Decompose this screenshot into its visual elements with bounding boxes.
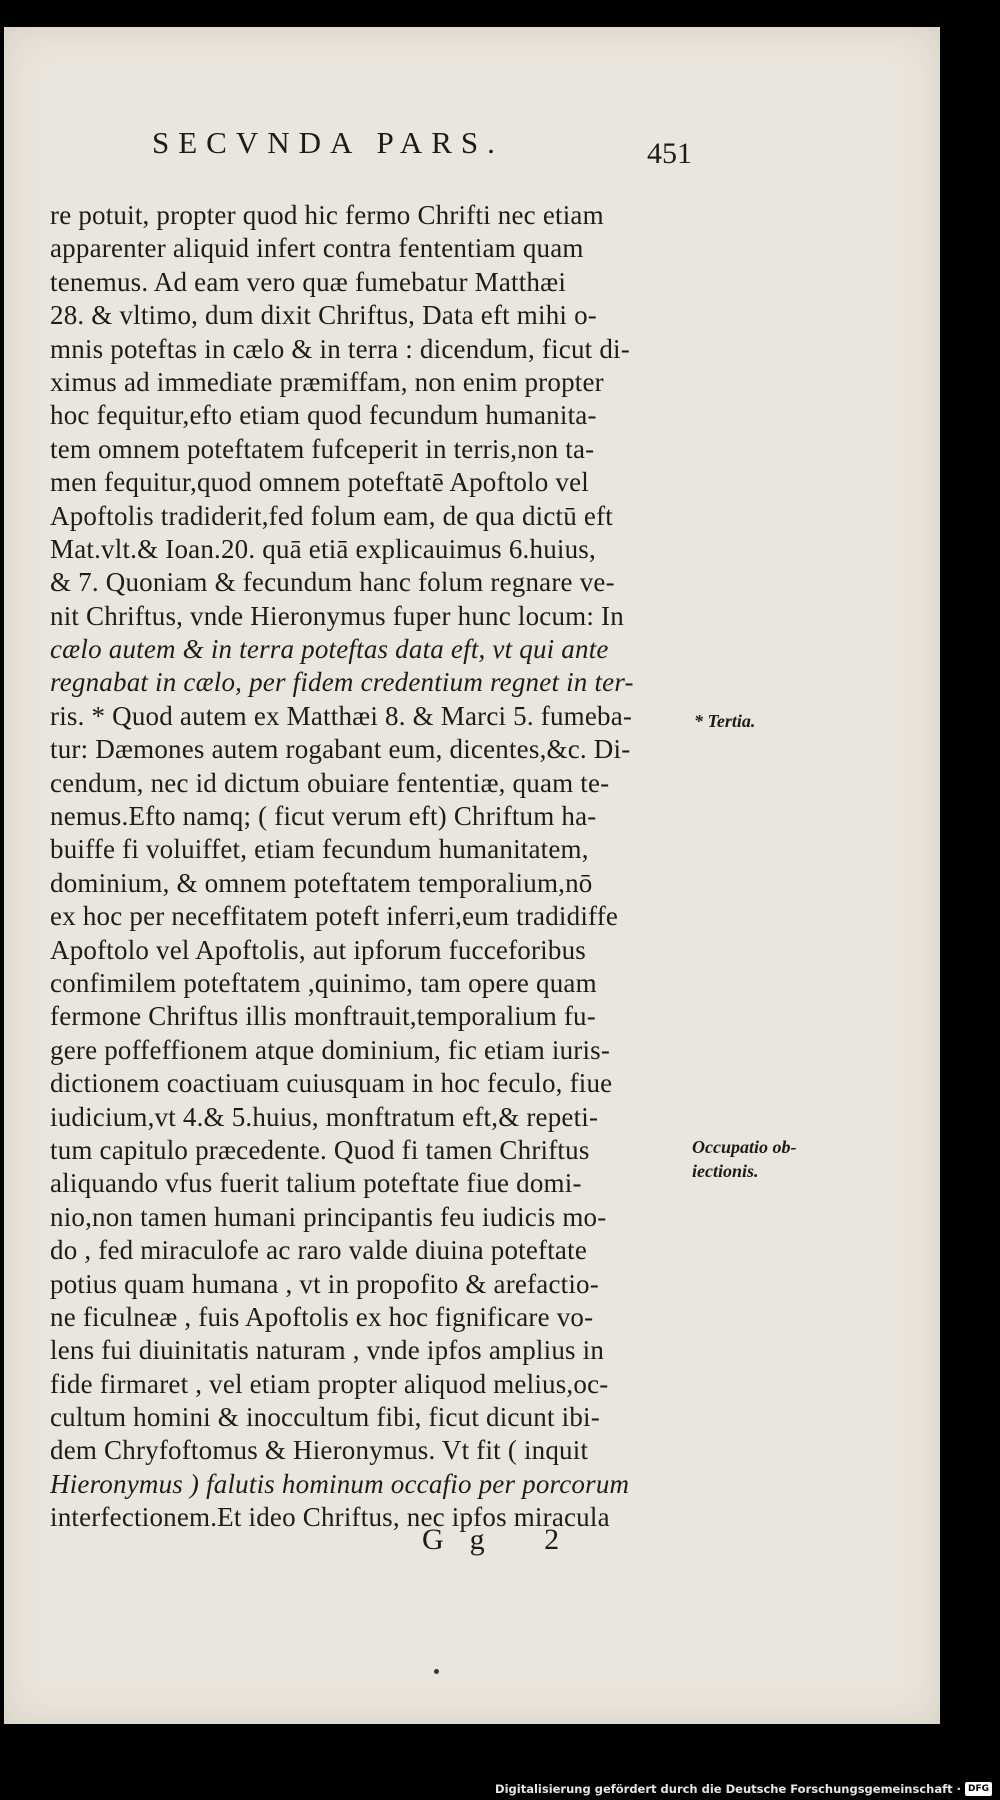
text-line: lens fui diuinitatis naturam , vnde ipfos amplius in [50,1335,605,1366]
footer-credit: Digitalisierung gefördert durch die Deutsche Forschungsgemeinschaft · [495,1782,961,1796]
signature-mark: Gg 2 [422,1523,586,1556]
text-line: cælo autem & in terra poteftas data eft, vt qui ante [50,634,609,665]
running-header: SECVNDA PARS. [152,125,504,160]
text-line: ne ficulneæ , fuis Apoftolis ex hoc fignificare vo- [50,1301,594,1332]
text-line: nemus.Efto namq; ( ficut verum eft) Chriftum ha- [50,801,597,832]
text-line: Apoftolis tradiderit,fed folum eam, de qua dictū eft [50,500,613,531]
text-line: re potuit, propter quod hic fermo Chrifti nec etiam [50,200,604,230]
marginal-note-occupatio: Occupatio ob- iectionis. [692,1137,797,1181]
dfg-logo: DFG [965,1782,992,1796]
text-line: Apoftolo vel Apoftolis, aut ipforum fucceforibus [50,934,586,965]
text-line: ex hoc per neceffitatem poteft inferri,eum tradidiffe [50,901,619,932]
text-line: fermone Chriftus illis monftrauit,temporalium fu- [50,1001,596,1032]
text-line: regnabat in cælo, per fidem credentium regnet in ter- [50,667,634,698]
text-line: confimilem poteftatem ,quinimo, tam opere quam [50,967,597,998]
text-line: gere poffeffionem atque dominium, fic etiam iuris- [50,1034,611,1065]
ink-dot [434,1669,439,1674]
text-line: aliquando vfus fuerit talium poteftate fiue domi- [50,1168,582,1199]
text-line: buiffe fi voluiffet, etiam fecundum humanitatem, [50,834,589,865]
text-line: interfectionem.Et ideo Chriftus, nec ipfos miracula [50,1502,610,1533]
text-line: nit Chriftus, vnde Hieronymus fuper hunc locum: In [50,600,624,631]
text-line: ris. * Quod autem ex Matthæi 8. & Marci 5. fumeba- [50,700,633,731]
text-line: Mat.vlt.& Ioan.20. quā etiā explicauimus 6.huius, [50,533,596,564]
page-number: 451 [647,137,692,170]
text-line: cendum, nec id dictum obuiare fententiæ, quam te- [50,767,610,798]
text-line: tem omnem poteftatem fufceperit in terris,non ta- [50,433,595,464]
text-line: dem Chryfoftomus & Hieronymus. Vt fit ( inquit [50,1435,589,1466]
text-line: tenemus. Ad eam vero quæ fumebatur Matthæi [50,266,567,297]
text-line: apparenter aliquid infert contra fententiam quam [50,233,584,264]
text-line: potius quam humana , vt in propofito & arefactio- [50,1268,599,1299]
text-line: do , fed miraculofe ac raro valde diuina poteftate [50,1235,588,1266]
text-line: dictionem coactiuam cuiusquam in hoc feculo, fiue [50,1068,613,1099]
text-line: tum capitulo præcedente. Quod fi tamen Chriftus [50,1134,590,1165]
text-line: nio,non tamen humani principantis feu iudicis mo- [50,1201,607,1232]
text-line: ximus ad immediate præmiffam, non enim propter [50,366,604,397]
text-line: & 7. Quoniam & fecundum hanc folum regnare ve- [50,567,615,598]
text-line: tur: Dæmones autem rogabant eum, dicentes,&c. Di- [50,734,631,765]
text-line: hoc fequitur,efto etiam quod fecundum humanita- [50,400,597,431]
text-line: fide firmaret , vel etiam propter aliquod melius,oc- [50,1368,609,1399]
text-line: men fequitur,quod omnem poteftatē Apoftolo vel [50,467,589,498]
book-page [4,27,940,1724]
marginal-note-tertia: * Tertia. [694,711,756,731]
text-line: iudicium,vt 4.& 5.huius, monftratum eft,& repeti- [50,1101,599,1132]
text-line: 28. & vltimo, dum dixit Chriftus, Data eft mihi o- [50,300,597,331]
text-line: Hieronymus ) falutis hominum occafio per porcorum [50,1468,630,1499]
body-text [50,199,686,1535]
digitization-footer [495,1782,992,1796]
text-line: mnis poteftas in cælo & in terra : dicendum, ficut di- [50,333,630,364]
text-line: cultum homini & inoccultum fibi, ficut dicunt ibi- [50,1402,600,1433]
text-line: dominium, & omnem poteftatem temporalium,nō [50,867,593,898]
